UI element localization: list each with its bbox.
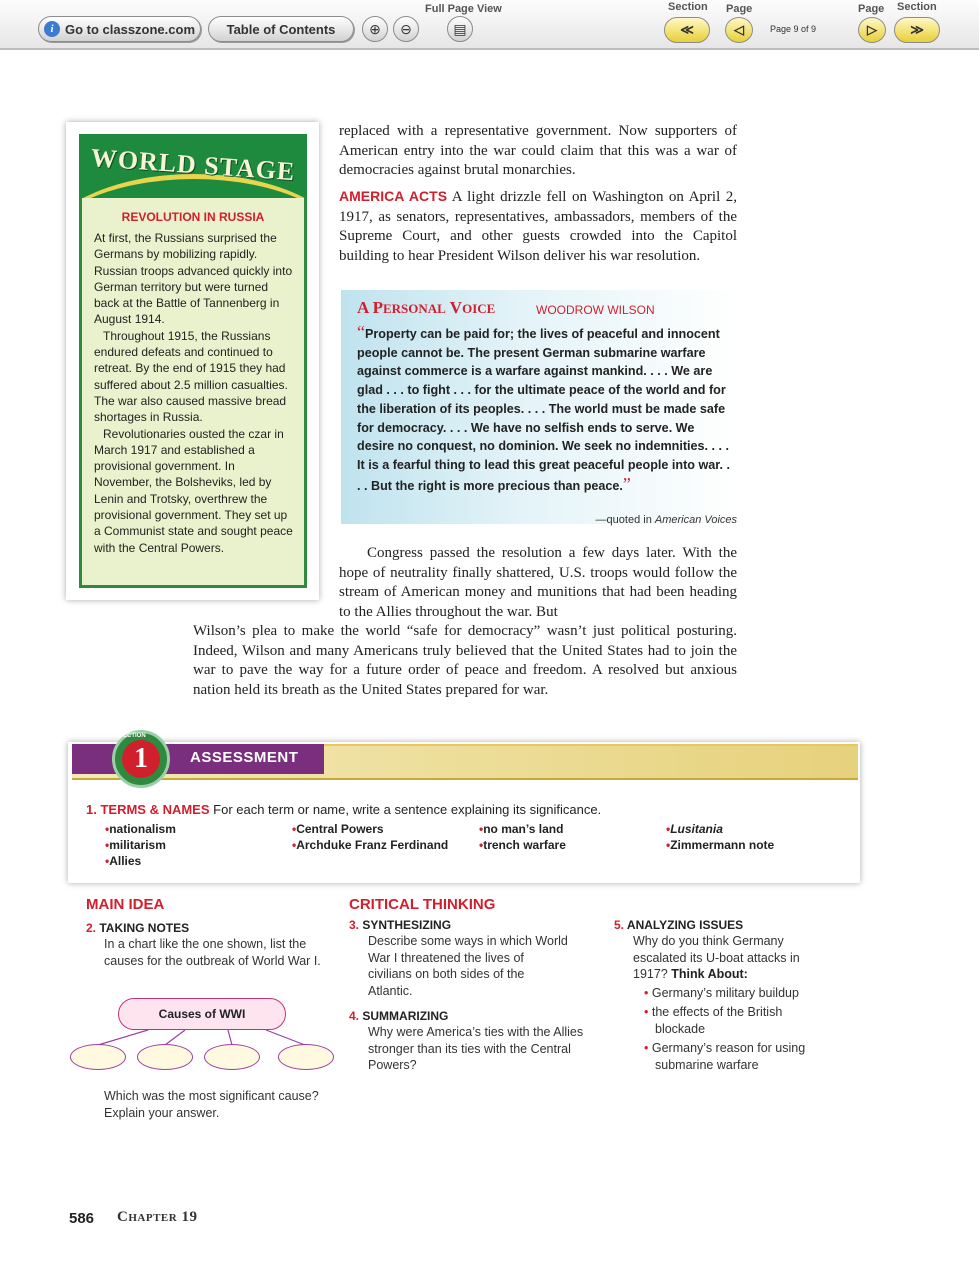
source-prefix: —quoted in: [595, 514, 655, 526]
toc-label: Table of Contents: [226, 21, 336, 37]
personal-voice-author: WOODROW WILSON: [536, 303, 655, 317]
term-item: •nationalism: [105, 822, 176, 836]
cause-oval: [137, 1044, 193, 1070]
page-number: 586: [69, 1210, 95, 1227]
zoom-in-icon: ⊕: [369, 20, 381, 37]
q3-heading: 3. SYNTHESIZING: [349, 918, 452, 932]
toc-button[interactable]: [208, 16, 354, 42]
world-stage-p1: At first, the Russians surprised the Germans by mobilizing rapidly. Russian troops advanced quickly into German territory but were turned back at the Battle of Tannenberg in August 1914.: [94, 231, 293, 327]
term-item: •no man’s land: [479, 822, 564, 836]
causes-chart-label: Causes of WWI: [118, 998, 286, 1030]
section-label-left: Section: [668, 1, 708, 13]
personal-voice-quote: [357, 323, 733, 495]
q2-heading: 2. TAKING NOTES: [86, 921, 190, 935]
q2-text: In a chart like the one shown, list the causes for the outbreak of World War I.: [104, 937, 321, 968]
zoom-out-icon: ⊖: [400, 20, 412, 37]
q5-bullet: • Germany’s military buildup: [644, 986, 799, 1000]
term-item: •trench warfare: [479, 838, 566, 852]
open-quote-mark: “: [357, 322, 365, 342]
term-item: •Archduke Franz Ferdinand: [292, 838, 449, 852]
america-acts-text: A light drizzle fell on Washington on April 2, 1917, as senators, representatives, ambassadors, members of the Supreme Court, and other guests crowded into the Capitol building to hear President Wilson deliver his war resolution.: [339, 189, 737, 264]
terms-num: 1.: [86, 802, 97, 817]
page-label-right: Page: [858, 3, 885, 15]
full-page-view-label: Full Page View: [425, 3, 502, 15]
page-label-left: Page: [726, 3, 753, 15]
personal-voice-source: [520, 514, 737, 526]
next-section-button[interactable]: [894, 17, 940, 43]
terms-instruction: [86, 802, 601, 817]
q5-text: Why do you think Germany escalated its U-boat attacks in 1917? Think About:: [633, 934, 800, 981]
personal-voice-title: [357, 298, 495, 318]
section-number: 1: [122, 740, 160, 778]
term-item: •militarism: [105, 838, 166, 852]
full-page-view-button[interactable]: [447, 16, 473, 42]
terms-head: TERMS & NAMES: [100, 802, 210, 817]
term-item: •Zimmermann note: [666, 838, 775, 852]
quote-text: Property can be paid for; the lives of peaceful and innocent people cannot be. The present German submarine warfare against commerce is a warfare against mankind. . . . We are glad . . . to fight . . . for the ultimate peace of the world and for the liberation of its peoples. . . . The world must be made safe for democracy. . . . We have no selfish ends to serve. We desire no conquest, no dominion. We seek no indemnities. . . . It is a fearful thing to lead this great peaceful people into war. . . . But the right is more precious than peace.: [357, 327, 730, 493]
section-word: SECTION: [119, 733, 146, 739]
page-icon: ▤: [453, 20, 467, 37]
cause-oval: [70, 1044, 126, 1070]
cause-oval: [204, 1044, 260, 1070]
america-acts-heading: AMERICA ACTS: [339, 188, 448, 204]
left-arrow-icon: ◁: [734, 22, 744, 37]
source-title: American Voices: [654, 514, 737, 526]
pv-title-a: A P: [357, 298, 383, 317]
world-stage-title: WORLD STAGE: [89, 143, 297, 187]
world-stage-heading: REVOLUTION IN RUSSIA: [121, 210, 265, 224]
pv-title-d: OICE: [462, 301, 496, 316]
world-stage-p3: Revolutionaries ousted the czar in March 1917 and established a provisional government. In November, the Bolsheviks, led by Lenin and Trotsky, overthrew the provisional government. They set up a Communist state and sought peace with the Central Powers.: [94, 426, 293, 555]
classzone-label: Go to classzone.com: [64, 21, 196, 37]
previous-section-button[interactable]: [664, 17, 710, 43]
critical-thinking-heading: CRITICAL THINKING: [349, 896, 496, 913]
assessment-label: ASSESSMENT: [190, 749, 299, 766]
term-item: •Central Powers: [292, 822, 384, 836]
q5-bullet: • the effects of the British blockade: [644, 1005, 783, 1036]
double-right-arrow-icon: ≫: [910, 22, 924, 37]
right-arrow-icon: ▷: [867, 22, 877, 37]
info-icon: i: [44, 21, 60, 37]
zoom-in-button[interactable]: [362, 16, 388, 42]
q4-heading: 4. SUMMARIZING: [349, 1009, 449, 1023]
para-bottom-2: Wilson’s plea to make the world “safe for democracy” wasn’t just political posturing. Indeed, Wilson and many Americans truly believed that the United States had to join the war to pave the way for a future order of peace and freedom. A resolved but anxious nation held its breath as the United States prepared for war.: [193, 623, 737, 698]
term-item: •Allies: [105, 854, 142, 868]
para-america-acts: [339, 187, 737, 266]
pv-title-b: ERSONAL: [382, 301, 446, 316]
next-page-button[interactable]: [858, 17, 886, 43]
double-left-arrow-icon: ≪: [680, 22, 694, 37]
main-idea-heading: MAIN IDEA: [86, 896, 165, 913]
previous-page-button[interactable]: [725, 17, 753, 43]
world-stage-body: [94, 230, 296, 556]
close-quote-mark: ”: [622, 473, 631, 494]
pv-title-c: V: [445, 298, 463, 317]
page-indicator: Page 9 of 9: [770, 24, 817, 34]
q3-text: Describe some ways in which World War I threatened the lives of civilians on both sides of the Atlantic.: [368, 934, 568, 998]
para-top: replaced with a representative government. Now supporters of American entry into the war could claim that this was a war of democracies against brutal monarchies.: [339, 123, 737, 178]
cause-oval: [278, 1044, 334, 1070]
q5-bullet: • Germany’s reason for using submarine warfare: [644, 1041, 806, 1072]
toolbar: [0, 0, 979, 50]
para-bottom-1: Congress passed the resolution a few days later. With the hope of neutrality finally shattered, U.S. troops would follow the stream of American money and munitions that had been heading to the Allies throughout the war. But: [339, 545, 737, 620]
terms-instr: For each term or name, write a sentence explaining its significance.: [209, 802, 602, 817]
q2-follow: Which was the most significant cause? Explain your answer.: [104, 1089, 319, 1120]
zoom-out-button[interactable]: [393, 16, 419, 42]
world-stage-p2: Throughout 1915, the Russians endured defeats and continued to retreat. By the end of 1915 they had suffered about 2.5 million casualties. The war also caused massive bread shortages in Russia.: [94, 328, 288, 425]
q4-text: Why were America’s ties with the Allies stronger than its ties with the Central Powers?: [368, 1025, 584, 1072]
chapter-label: CHAPTER 19: [117, 1209, 198, 1225]
q5-heading: 5. ANALYZING ISSUES: [614, 918, 744, 932]
term-item: •Lusitania: [666, 822, 723, 836]
classzone-button[interactable]: [38, 16, 201, 42]
section-label-right: Section: [897, 1, 937, 13]
